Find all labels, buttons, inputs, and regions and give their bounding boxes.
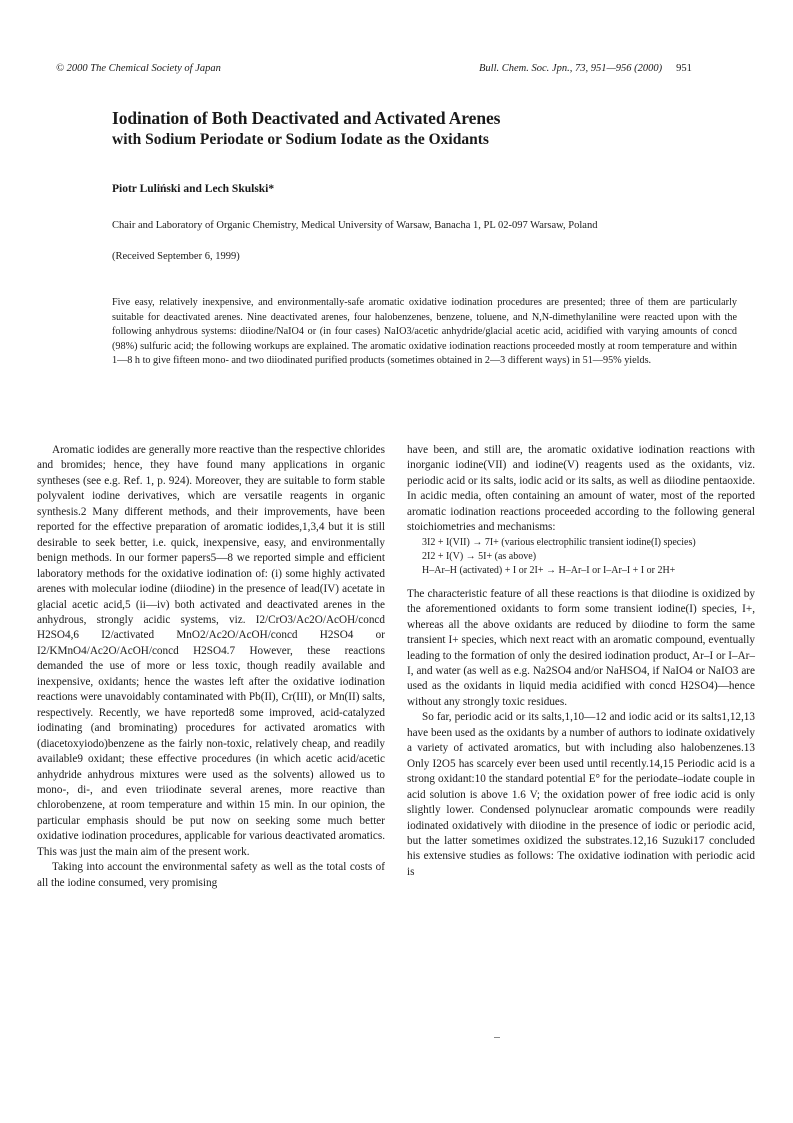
equation-2: 2I2 + I(V) → 5I+ (as above) [422, 550, 537, 562]
body-paragraph: have been, and still are, the aromatic oxidative iodination reactions with inorganic iodine(VII) and iodine(V) reagents used as the oxidants, viz. periodic acid or its salts, iodic acid or its salts, as well as diiodine pentaoxide. In acidic media, often containing an amount of water, most of the reported aromatic iodination reactions proceeded according to the following general stoichiometries and mechanisms: [407, 444, 755, 534]
body-paragraph: So far, periodic acid or its salts,1,10—12 and iodic acid or its salts1,12,13 have been used as the oxidants by a number of authors to iodinate oxidatively a variety of activated aromatics, but with including also halobenzenes.13 Only I2O5 has scarcely ever been used until recently.14,15 Periodic acid is a strong oxidant:10 the standard potential E° for the periodate–iodate couple in acid solution is above 1.6 V; the oxidation power of free iodic acid is only slightly lower. Condensed polynuclear aromatic compounds were readily iodinated oxidatively with diiodine in the presence of iodic or periodic acid, but the latter sometimes oxidized the substrates.12,16 Suzuki17 concluded his extensive studies as follows: The oxidative iodination with periodic acid is [407, 711, 755, 878]
abstract: Five easy, relatively inexpensive, and environmentally-safe aromatic oxidative iodination procedures are presented; three of them are particularly suitable for deactivated arenes. Nine deactivated arenes, four halobenzenes, benzene, toluene, and N,N-dimethylaniline were reacted upon with the following anhydrous systems: diiodine/NaIO4 or (in four cases) NaIO3/acetic anhydride/glacial acetic acid, acidified with varying amounts of concd (98%) sulfuric acid; the following workups are explained. The aromatic oxidative iodination reactions proceeded mostly at room temperature and within 1—8 h to give fifteen mono- and two diiodinated purified products (sometimes obtained in 2—3 different ways) in 51—95% yields. [112, 297, 737, 367]
body-paragraph: Aromatic iodides are generally more reactive than the respective chlorides and bromides; hence, they have found many applications in organic syntheses (see e.g. Ref. 1, p. 924). Moreover, they are suitable to form stable polyvalent iodine derivatives, which are versatile reagents in organic synthesis.2 Many different methods, and their improvements, have been reported for the effective preparation of aromatic iodides,1,3,4 but it is still desirable to seek better, i.e. quick, inexpensive, easy, and environmentally benign methods. In our former papers5—8 we reported simple and efficient laboratory methods for the oxidative iodination of: (i) some highly activated arenes with molecular iodine (diiodine) in the presence of lead(IV) acetate in glacial acetic acid,5 (ii—iv) both activated and deactivated arenes in the anhydrous, strongly acidic systems, viz. I2/CrO3/Ac2O/AcOH/concd H2SO4,6 I2/activated MnO2/Ac2O/AcOH/concd H2SO4 or I2/KMnO4/Ac2O/AcOH/concd H2SO4.7 However, these reactions demanded the use of more or less toxic, though readily available and inexpensive, oxidants; hence the wastes left after the oxidative iodination reactions were unavoidably contaminated with Pb(II), Cr(III), or Mn(II) salts, respectively. Recently, we have reported8 some improved, acid-catalyzed iodinating (and brominating) procedures for activated aromatics with (diacetoxyiodo)benzene as the fairly non-toxic, relatively cheap, and readily available9 oxidant; these effective procedures (in which acetic acid/acetic anhydride anhydrous mixtures were used as the solvents) allowed us to mono-, di-, and even triiodinate several arenes, more reactive than chlorobenzene, at room temperature and within 15 min. In our opinion, the particular emphasis should be put now on seeking some much better oxidative iodination procedures, applicable for various deactivated aromatics. This was just the main aim of the present work. [37, 444, 385, 858]
copyright-line: © 2000 The Chemical Society of Japan [56, 63, 221, 74]
body-column-right [407, 443, 755, 880]
journal-citation [479, 63, 692, 74]
equation-1: 3I2 + I(VII) → 7I+ (various electrophilic transient iodine(I) species) [422, 536, 696, 548]
page-footer-mark [494, 1037, 500, 1038]
received-date: (Received September 6, 1999) [112, 251, 240, 262]
authors: Piotr Luliński and Lech Skulski* [112, 183, 275, 195]
body-column-left [37, 443, 385, 891]
title-line-1: Iodination of Both Deactivated and Activated Arenes [112, 108, 501, 128]
affiliation: Chair and Laboratory of Organic Chemistry, Medical University of Warsaw, Banacha 1, PL 02-097 Warsaw, Poland [112, 220, 598, 231]
equation-3: H–Ar–H (activated) + I or 2I+ → H–Ar–I or I–Ar–I + I or 2H+ [422, 564, 676, 576]
body-paragraph: The characteristic feature of all these reactions is that diiodine is oxidized by the aforementioned oxidants to form some transient iodine(I) species, I+, whereas all the above oxidants are reduced by diiodine to form the same transient I+ species, which next react with an aromatic compound, eventually leading to the formation of only the desired iodination product, Ar–I or I–Ar–I, and water (as well as e.g. Na2SO4 and/or NaHSO4, if NaIO4 or NaIO3 are used as the oxidants in liquid media acidified with concd H2SO4)—hence without any strongly toxic residues. [407, 587, 755, 708]
body-paragraph: Taking into account the environmental safety as well as the total costs of all the iodine consumed, very promising [37, 861, 385, 889]
page-number: 951 [676, 63, 692, 74]
title-line-2: with Sodium Periodate or Sodium Iodate as the Oxidants [112, 131, 489, 148]
journal-reference: Bull. Chem. Soc. Jpn., 73, 951—956 (2000) [479, 63, 663, 74]
